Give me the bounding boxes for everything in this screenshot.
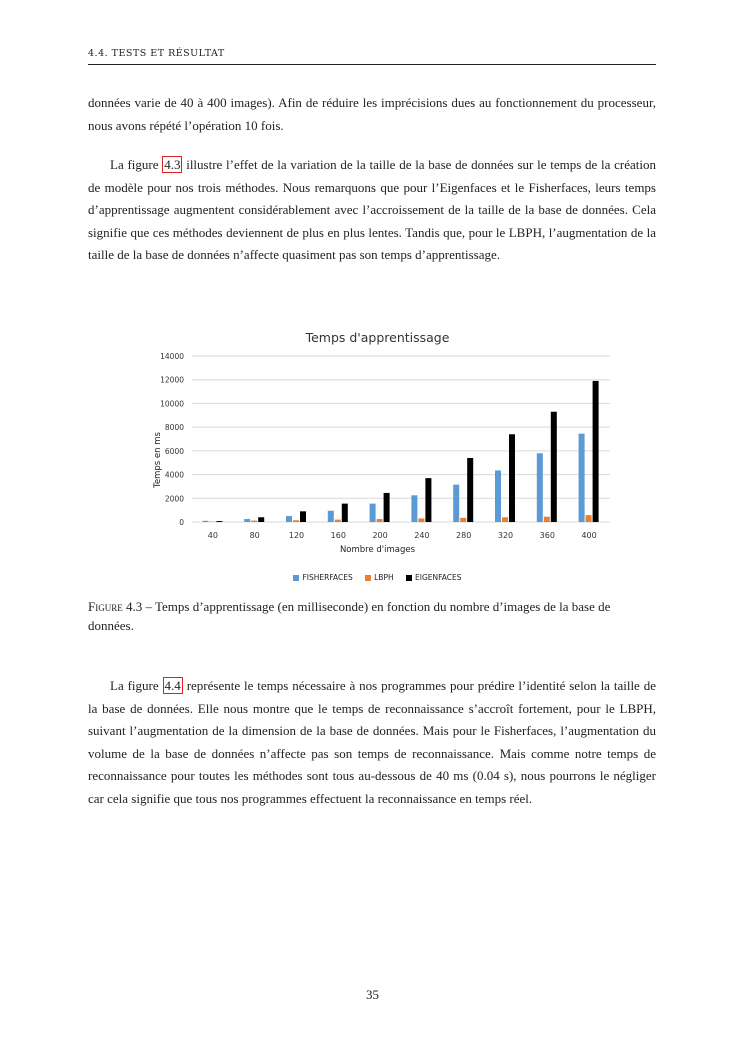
- bar-fisherfaces-280: [453, 485, 459, 522]
- svg-text:320: 320: [497, 531, 514, 540]
- bar-chart: [140, 325, 615, 590]
- page-number: 35: [366, 987, 379, 1002]
- legend-eigenfaces: EIGENFACES: [406, 573, 461, 582]
- y-axis-label: Temps en ms: [153, 432, 163, 488]
- bar-fisherfaces-240: [411, 495, 417, 522]
- bar-lbph-320: [502, 517, 508, 522]
- svg-text:280: 280: [456, 531, 472, 540]
- svg-text:10000: 10000: [160, 399, 184, 409]
- bar-lbph-200: [377, 519, 383, 522]
- svg-text:200: 200: [372, 531, 388, 540]
- bar-eigenfaces-240: [425, 478, 431, 522]
- bar-fisherfaces-80: [244, 519, 250, 522]
- svg-text:2000: 2000: [164, 494, 184, 504]
- svg-text:14000: 14000: [160, 352, 184, 361]
- bar-lbph-360: [544, 517, 550, 522]
- bar-fisherfaces-120: [286, 516, 292, 522]
- svg-text:160: 160: [330, 531, 346, 540]
- chart-legend: [140, 573, 615, 582]
- bar-eigenfaces-160: [342, 504, 348, 522]
- bar-fisherfaces-200: [370, 504, 376, 522]
- paragraph-3: La figure 4.4 représente le temps nécessaire à nos programmes pour prédire l’identité selon la taille de la base de données. Elle nous montre que le temps de reconnaissance s’accroît fortement, pour le LBPH, suivant l’augmentation de la dimension de la base de données. Mais pour le Fisherfaces, l’augmentation du volume de la base de données n’affecte pas son temps de reconnaissance. Mais comme notre temps de reconnaissance pour toutes les méthodes sont tous au-dessous de 40 ms (0.04 s), nous pourrons le négliger car cela signifie que tous nos programmes effectuent la reconnaissance en temps réel.: [88, 678, 656, 806]
- svg-text:240: 240: [414, 531, 430, 540]
- bar-eigenfaces-280: [467, 458, 473, 522]
- figure-ref-4-4[interactable]: 4.4: [164, 678, 181, 693]
- plot-area: [140, 325, 615, 540]
- bar-lbph-280: [460, 518, 466, 522]
- svg-text:40: 40: [207, 531, 218, 540]
- legend-fisherfaces: FISHERFACES: [293, 573, 352, 582]
- figure-label: Figure 4.3: [88, 599, 143, 614]
- bar-eigenfaces-320: [509, 434, 515, 522]
- chart-title: Temps d'apprentissage: [305, 330, 450, 345]
- bar-fisherfaces-360: [537, 453, 543, 522]
- bar-eigenfaces-200: [384, 493, 390, 522]
- figure-ref-4-3[interactable]: 4.3: [164, 157, 181, 172]
- svg-text:8000: 8000: [164, 423, 184, 433]
- bar-eigenfaces-400: [593, 381, 599, 522]
- legend-lbph: LBPH: [365, 573, 394, 582]
- svg-text:12000: 12000: [160, 375, 184, 385]
- svg-text:400: 400: [581, 531, 597, 540]
- figure-caption: Figure 4.3 – Temps d’apprentissage (en milliseconde) en fonction du nombre d’images de la base de données.: [88, 599, 611, 633]
- svg-text:120: 120: [288, 531, 305, 540]
- svg-text:80: 80: [249, 531, 260, 540]
- bar-lbph-240: [418, 518, 424, 522]
- x-axis-label: Nombre d'images: [339, 545, 416, 555]
- bar-eigenfaces-360: [551, 412, 557, 522]
- bar-lbph-80: [251, 521, 257, 522]
- bar-fisherfaces-40: [202, 521, 208, 522]
- bar-fisherfaces-320: [495, 470, 501, 522]
- bar-lbph-160: [335, 520, 341, 522]
- bar-eigenfaces-120: [300, 511, 306, 522]
- bar-eigenfaces-80: [258, 517, 264, 522]
- paragraph-1: données varie de 40 à 400 images). Afin de réduire les imprécisions dues au fonctionnement du processeur, nous avons répété l’opération 10 fois.: [88, 95, 656, 133]
- svg-text:6000: 6000: [164, 446, 184, 456]
- bar-lbph-400: [586, 515, 592, 522]
- running-header: [88, 48, 656, 65]
- bar-fisherfaces-160: [328, 511, 334, 522]
- svg-text:4000: 4000: [164, 470, 184, 480]
- svg-text:360: 360: [539, 531, 555, 540]
- svg-text:0: 0: [179, 518, 184, 527]
- paragraph-2: La figure 4.3 illustre l’effet de la variation de la taille de la base de données sur le temps de la création de modèle pour nos trois méthodes. Nous remarquons que pour l’Eigenfaces et le Fisherfaces, leurs temps d’apprentissage augmentent considérablement avec l’accroissement de la taille de la base de données. Cela signifie que ces méthodes deviennent de plus en plus lentes. Tandis que, pour le LBPH, l’augmentation de la taille de la base de données n’affecte quasiment pas son temps d’apprentissage.: [88, 157, 656, 262]
- bar-fisherfaces-400: [579, 434, 585, 522]
- bar-lbph-120: [293, 520, 299, 522]
- section-title: 4.4. TESTS ET RÉSULTAT: [88, 48, 225, 59]
- bar-eigenfaces-40: [216, 521, 222, 522]
